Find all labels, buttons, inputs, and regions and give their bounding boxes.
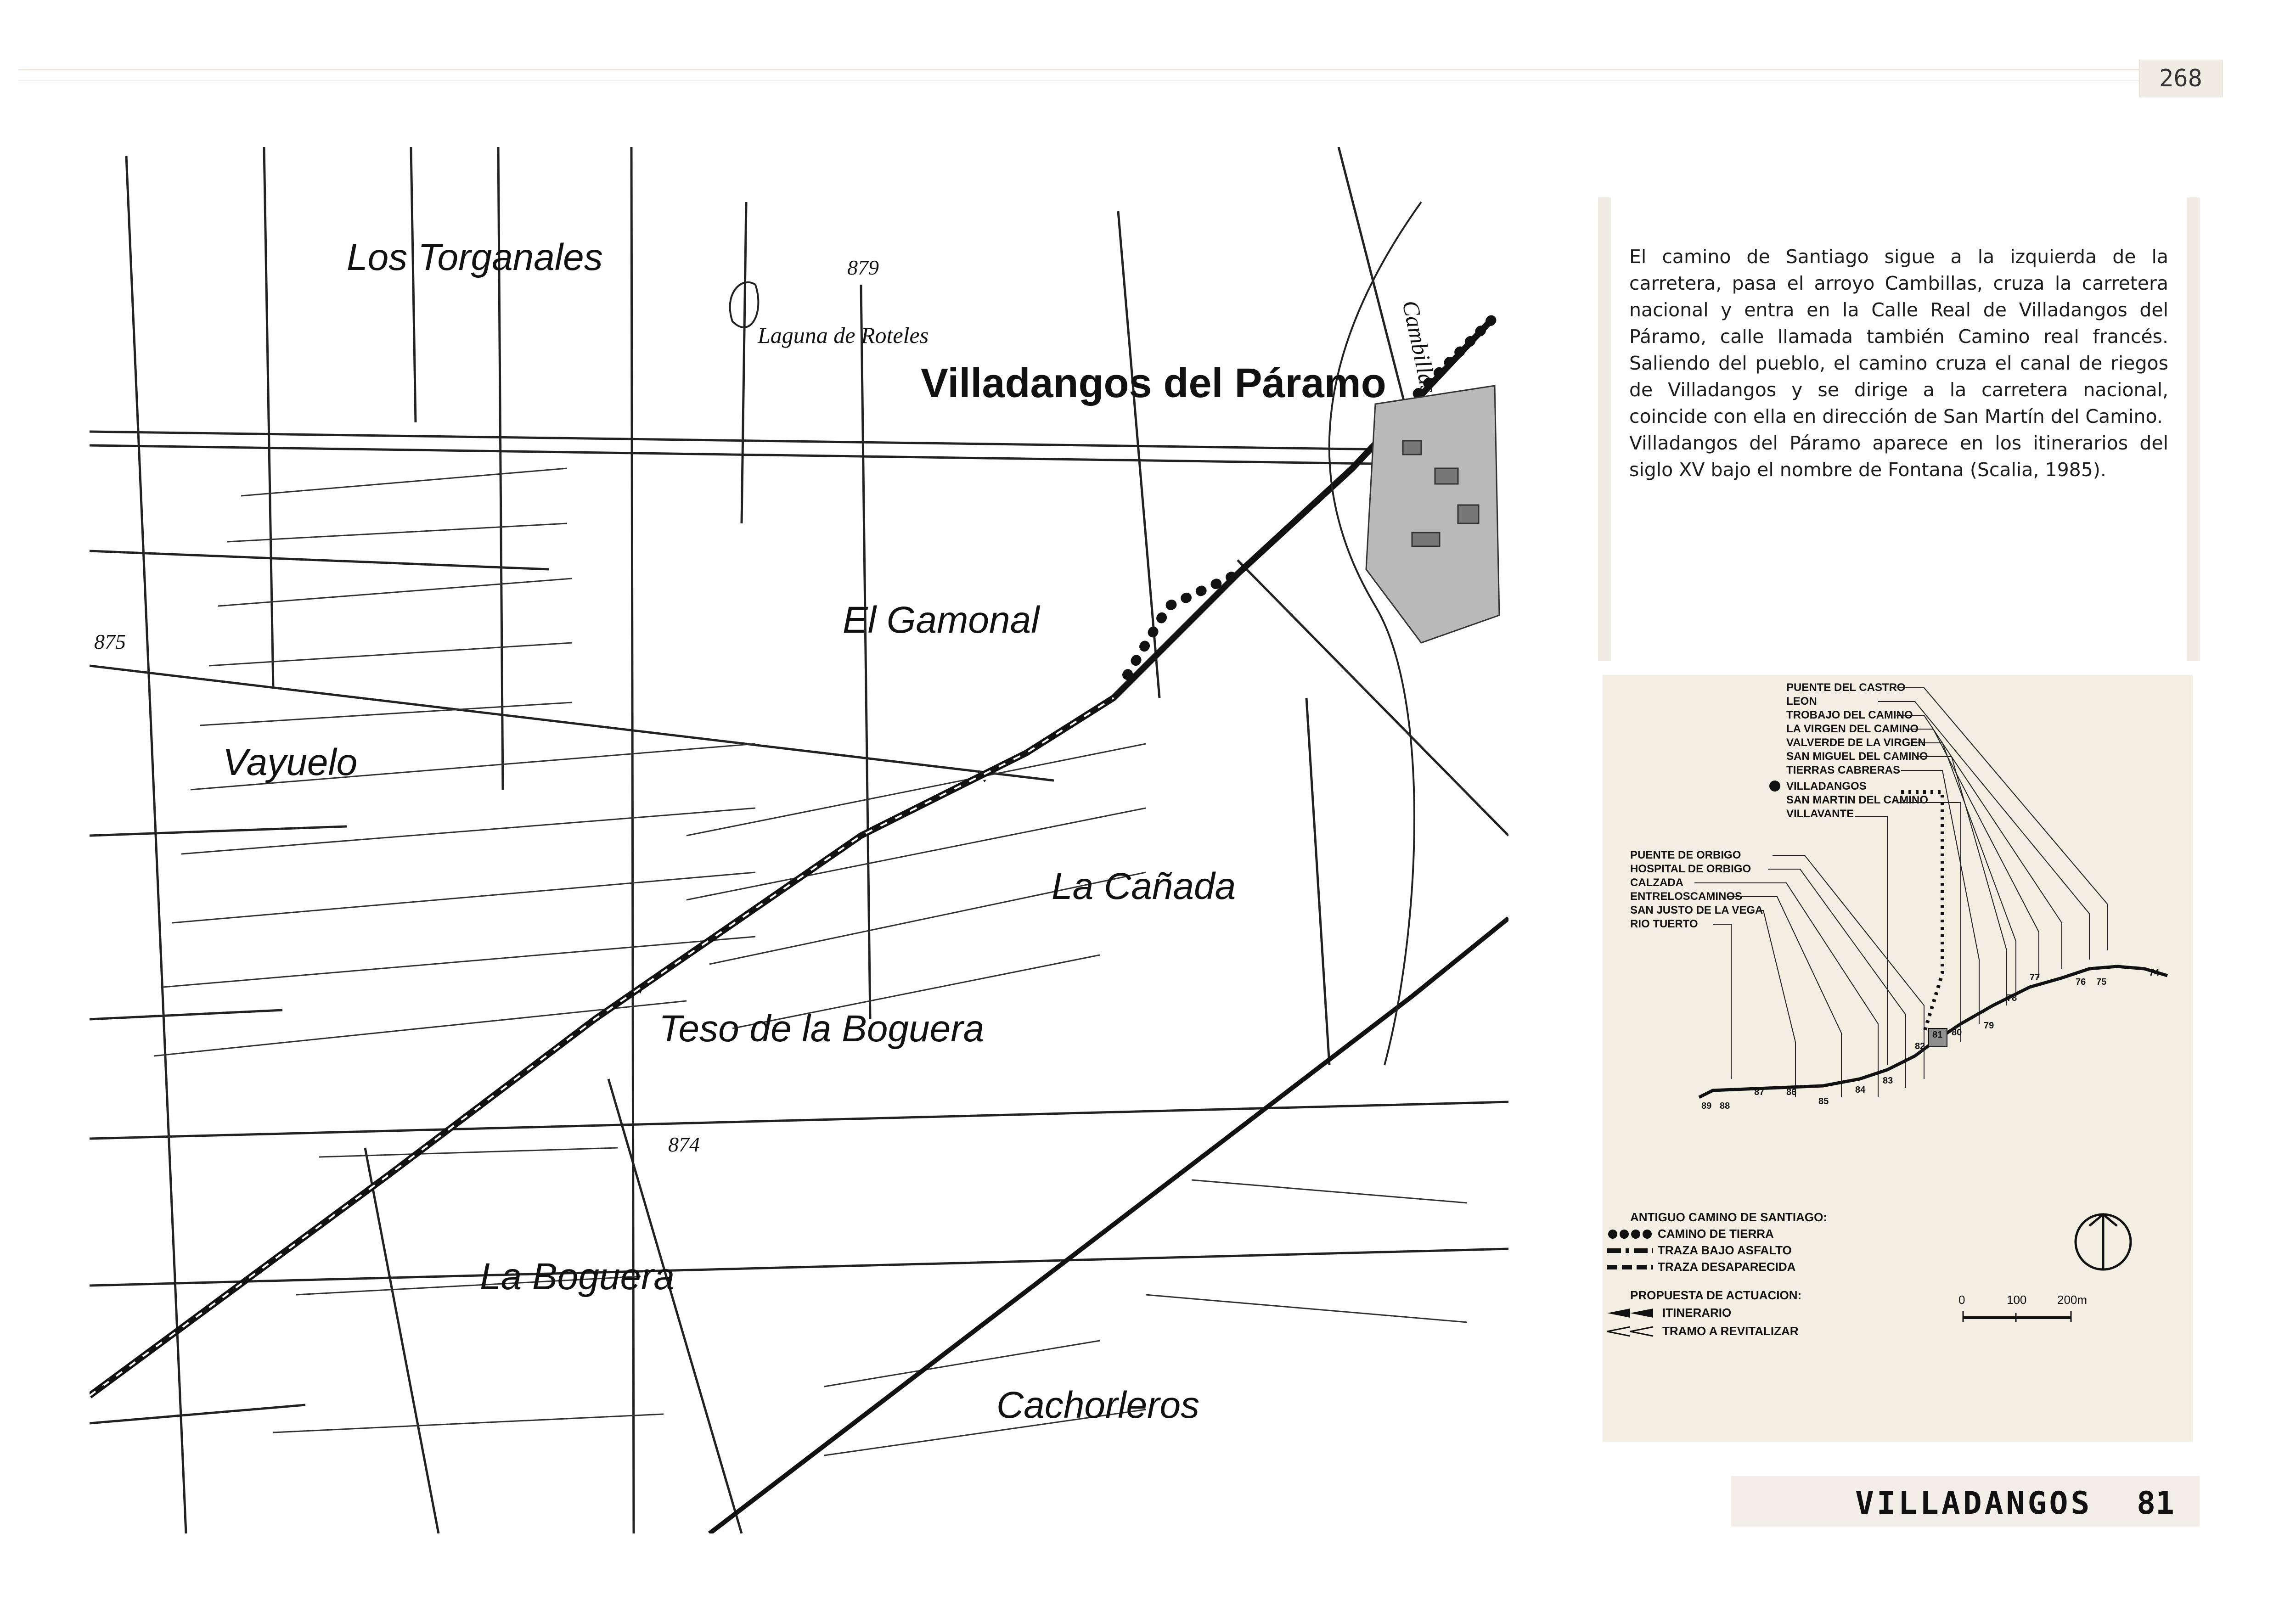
legend-vanished: TRAZA DESAPARECIDA [1658, 1260, 1796, 1274]
stage-number: 80 [1952, 1028, 1962, 1038]
stage-number: 84 [1855, 1085, 1866, 1095]
stage-number: 77 [2030, 972, 2040, 983]
place-label: SAN MARTIN DEL CAMINO [1786, 794, 1928, 806]
leader-lines [1694, 688, 2108, 1097]
place-label: RIO TUERTO [1630, 918, 1698, 930]
place-label: LA VIRGEN DEL CAMINO [1786, 723, 1919, 735]
place-label: PUENTE DE ORBIGO [1630, 849, 1741, 861]
description-paragraph-2: Villadangos del Páramo aparece en los itinerarios del siglo XV bajo el nombre de Fontana (Scalia, 1985). [1629, 432, 2168, 481]
legend [1607, 1210, 1827, 1338]
scale-label: 200m [2057, 1293, 2088, 1307]
scale-label: 0 [1958, 1293, 1965, 1307]
map-drawing [90, 147, 1508, 1533]
parcel-lines [154, 468, 1467, 1455]
stage-number: 85 [1818, 1096, 1829, 1106]
stage-number: 76 [2076, 977, 2086, 987]
stage-number: 79 [1984, 1021, 1994, 1031]
label-el-gamonal: El Gamonal [843, 599, 1040, 641]
elevation-874: 874 [668, 1133, 700, 1156]
place-label-current: VILLADANGOS [1786, 780, 1867, 792]
elevation-875: 875 [94, 630, 126, 653]
place-label: HOSPITAL DE ORBIGO [1630, 863, 1751, 875]
top-rule-secondary [18, 80, 2177, 81]
stage-number: 82 [1915, 1041, 1925, 1051]
place-label: TIERRAS CABRERAS [1786, 764, 1901, 776]
place-label: CALZADA [1630, 876, 1683, 889]
stage-number: 74 [2149, 968, 2160, 978]
footer-title: VILLADANGOS [1855, 1485, 2093, 1522]
label-los-torganales: Los Torganales [347, 236, 603, 278]
place-label: TROBAJO DEL CAMINO [1786, 709, 1913, 721]
label-la-boguera: La Boguera [480, 1256, 675, 1297]
scale-bar [1958, 1293, 2087, 1322]
legend-dirt: CAMINO DE TIERRA [1658, 1227, 1774, 1241]
label-cambillas: Cambillas [1397, 298, 1442, 396]
stage-number: 75 [2096, 977, 2107, 987]
stage-number: 86 [1786, 1087, 1797, 1097]
lower-place-list [1630, 849, 1763, 930]
stage-number: 81 [1932, 1030, 1943, 1040]
place-label: VILLAVANTE [1786, 808, 1854, 820]
label-teso-de-la-boguera: Teso de la Boguera [659, 1008, 985, 1050]
current-place-marker [1769, 781, 1780, 792]
stage-number: 78 [2007, 993, 2017, 1003]
place-label: VALVERDE DE LA VIRGEN [1786, 736, 1926, 749]
legend-revitalize: TRAMO A REVITALIZAR [1662, 1324, 1799, 1338]
villadangos-pointer [1901, 792, 1942, 1033]
description-paragraph-1: El camino de Santiago sigue a la izquierda de la carretera, pasa el arroyo Cambillas, cruza la carretera nacional y entra en la Calle Real de Villadangos del Páramo, calle llamada también Camino real francés. Saliendo del pueblo, el camino cruza el canal de riegos de Villadangos y se dirige a la carretera nacional, coincide con ella en dirección de San Martín del Camino. [1629, 246, 2168, 427]
north-arrow [2076, 1214, 2131, 1269]
camino-route [90, 312, 1499, 1396]
description-panel [1598, 197, 2200, 661]
label-cachorleros: Cachorleros [996, 1384, 1200, 1426]
place-label: SAN MIGUEL DEL CAMINO [1786, 750, 1928, 763]
legend-title: ANTIGUO CAMINO DE SANTIAGO: [1630, 1210, 1827, 1224]
legend-proposal-title: PROPUESTA DE ACTUACION: [1630, 1288, 1802, 1302]
place-label: SAN JUSTO DE LA VEGA [1630, 904, 1763, 916]
profile-drawing [1603, 675, 2193, 1442]
page-number: 268 [2139, 60, 2223, 97]
elevation-879: 879 [847, 256, 879, 279]
stage-number: 83 [1883, 1076, 1893, 1086]
village-blocks [1366, 386, 1499, 643]
topographic-map [90, 147, 1508, 1533]
place-label: LEON [1786, 695, 1817, 708]
footer-bar [1731, 1476, 2200, 1527]
label-vayuelo: Vayuelo [223, 741, 358, 783]
stage-number: 87 [1754, 1087, 1765, 1097]
legend-asphalt: TRAZA BAJO ASFALTO [1658, 1243, 1792, 1257]
field-roads [90, 147, 1508, 1533]
label-la-canada: La Cañada [1052, 865, 1236, 907]
scale-label: 100 [2007, 1293, 2027, 1307]
legend-itinerary: ITINERARIO [1662, 1306, 1732, 1320]
stage-number: 88 [1720, 1101, 1730, 1111]
elevation-profile-panel [1603, 675, 2193, 1442]
upper-place-list [1786, 681, 1928, 820]
label-laguna-de-roteles: Laguna de Roteles [758, 322, 929, 348]
place-label: ENTRELOSCAMINOS [1630, 890, 1743, 903]
footer-page-number: 81 [2137, 1485, 2174, 1522]
top-rule [18, 69, 2177, 70]
place-label: PUENTE DEL CASTRO [1786, 681, 1906, 694]
stage-number: 89 [1701, 1101, 1712, 1111]
label-town-villadangos: Villadangos del Páramo [921, 360, 1386, 406]
